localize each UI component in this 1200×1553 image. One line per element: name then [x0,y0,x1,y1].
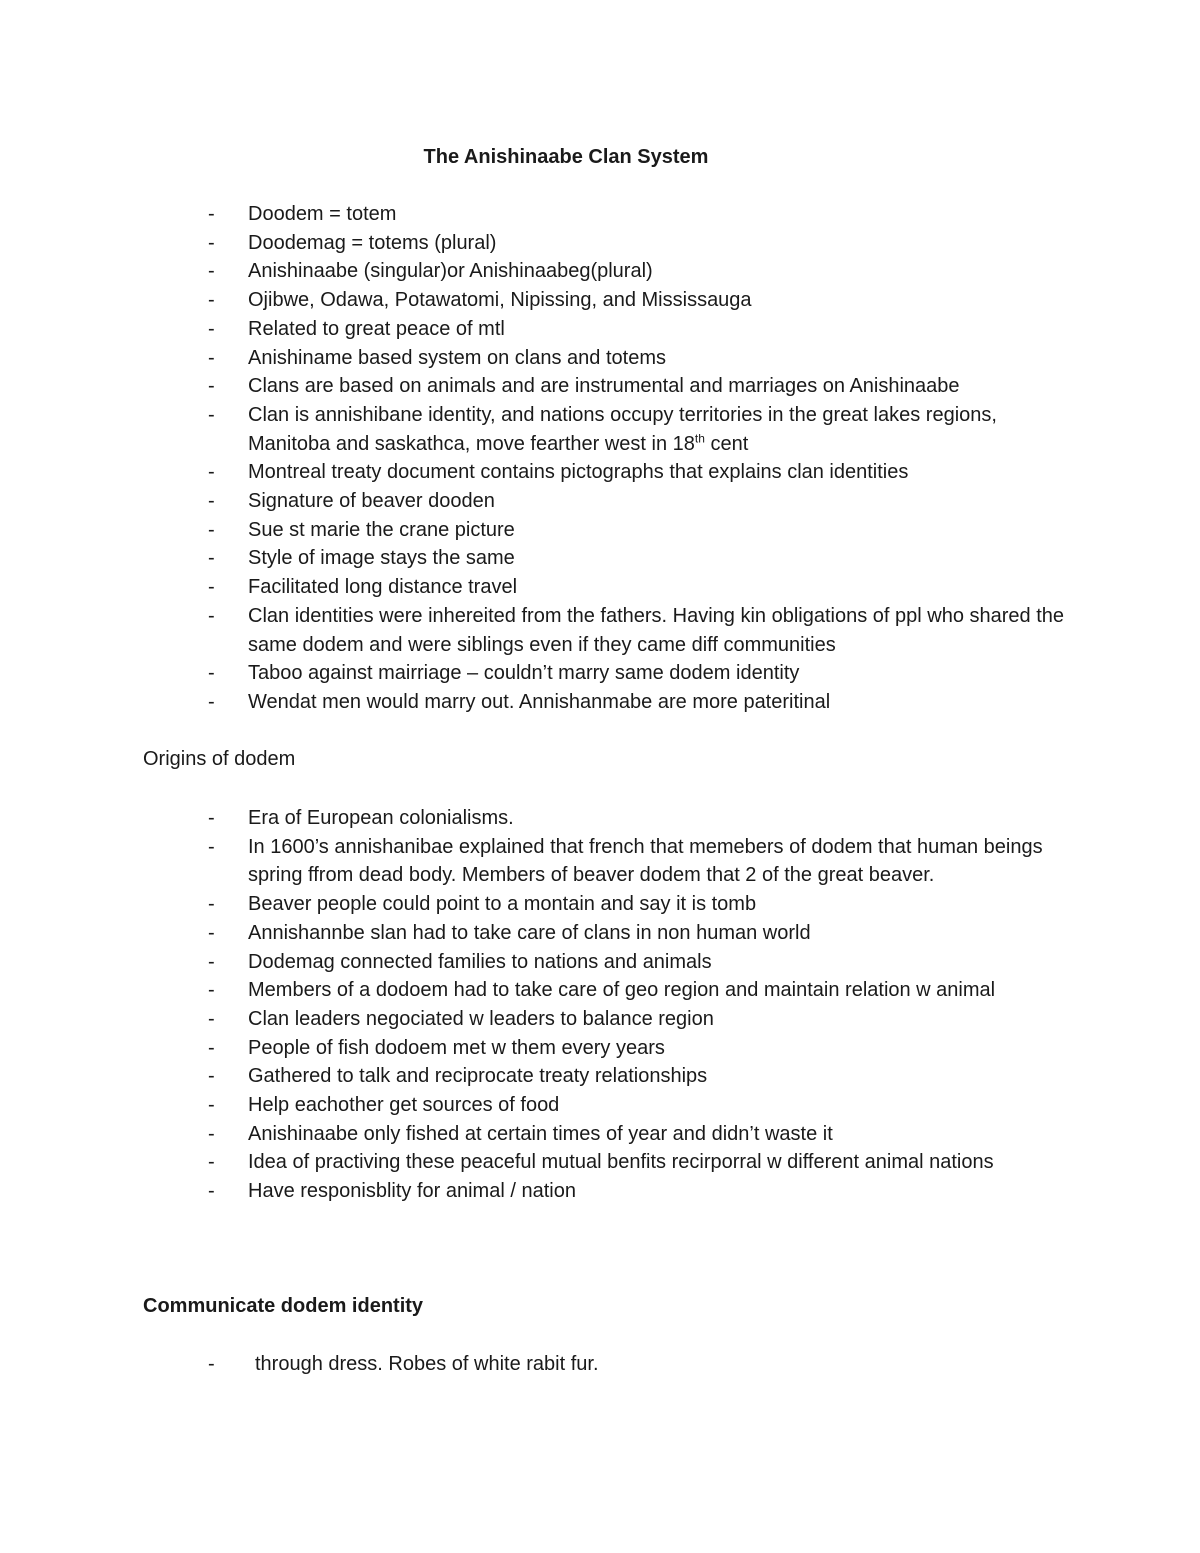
heading-communicate-dodem-identity: Communicate dodem identity [143,1295,424,1317]
list-item: - Clan is annishibane identity, and nations occupy territories in the great lakes regions, Manitoba and saskathca, move fearther west in 18th cent [208,403,997,455]
list-item: - Ojibwe, Odawa, Potawatomi, Nipissing, and Mississauga [208,289,752,312]
list-item: - Signature of beaver dooden [208,490,495,513]
list-item: - Anishinaabe (singular)or Anishinaabeg(plural) [208,260,653,283]
list-item: - Related to great peace of mtl [208,317,505,340]
list-item: - Clan identities were inhereited from the fathers. Having kin obligations of ppl who shared the same dodem and were siblings even if they came diff communities [208,604,1065,656]
list-item: - Doodem = totem [208,203,397,225]
list-item: - Anishinaabe only fished at certain times of year and didn’t waste it [208,1122,833,1145]
list-item: - Clan leaders negociated w leaders to balance region [208,1007,714,1030]
list-item: - Sue st marie the crane picture [208,518,515,541]
list-item: - Have responisblity for animal / nation [208,1180,576,1203]
list-item: - Doodemag = totems (plural) [208,231,497,254]
origins-list [208,804,1078,1206]
list-item: - Era of European colonialisms. [208,807,514,829]
list-item: - Style of image stays the same [208,547,515,570]
list-item: - Idea of practiving these peaceful mutual benfits recirporral w different animal nations [208,1151,994,1174]
list-item: - Montreal treaty document contains pictographs that explains clan identities [208,461,909,484]
list-item: - Anishiname based system on clans and totems [208,346,666,369]
superscript: th [694,430,705,445]
list-item: - Gathered to talk and reciprocate treaty relationships [208,1065,708,1088]
list-item: - Help eachother get sources of food [208,1094,560,1117]
list-item: - through dress. Robes of white rabit fur. [208,1353,599,1375]
list-item: - Members of a dodoem had to take care of geo region and maintain relation w animal [208,979,996,1002]
communicate-list [208,1350,1078,1379]
list-item: - Annishannbe slan had to take care of clans in non human world [208,921,811,944]
clan-system-list [208,200,1078,717]
list-item: - People of fish dodoem met w them every years [208,1036,665,1059]
list-item: - Wendat men would marry out. Annishanmabe are more pateritinal [208,690,831,713]
list-item: - Taboo against mairriage – couldn’t marry same dodem identity [208,662,800,685]
heading-origins-of-dodem: Origins of dodem [143,748,296,770]
document-title: The Anishinaabe Clan System [423,146,709,168]
list-item: - Beaver people could point to a montain and say it is tomb [208,893,757,916]
list-item: - In 1600’s annishanibae explained that french that memebers of dodem that human beings spring ffrom dead body. Members of beaver dodem that 2 of the great beaver. [208,835,1043,887]
list-item: - Facilitated long distance travel [208,576,518,599]
list-item: - Dodemag connected families to nations and animals [208,950,712,973]
list-item: - Clans are based on animals and are instrumental and marriages on Anishinaabe [208,375,960,398]
